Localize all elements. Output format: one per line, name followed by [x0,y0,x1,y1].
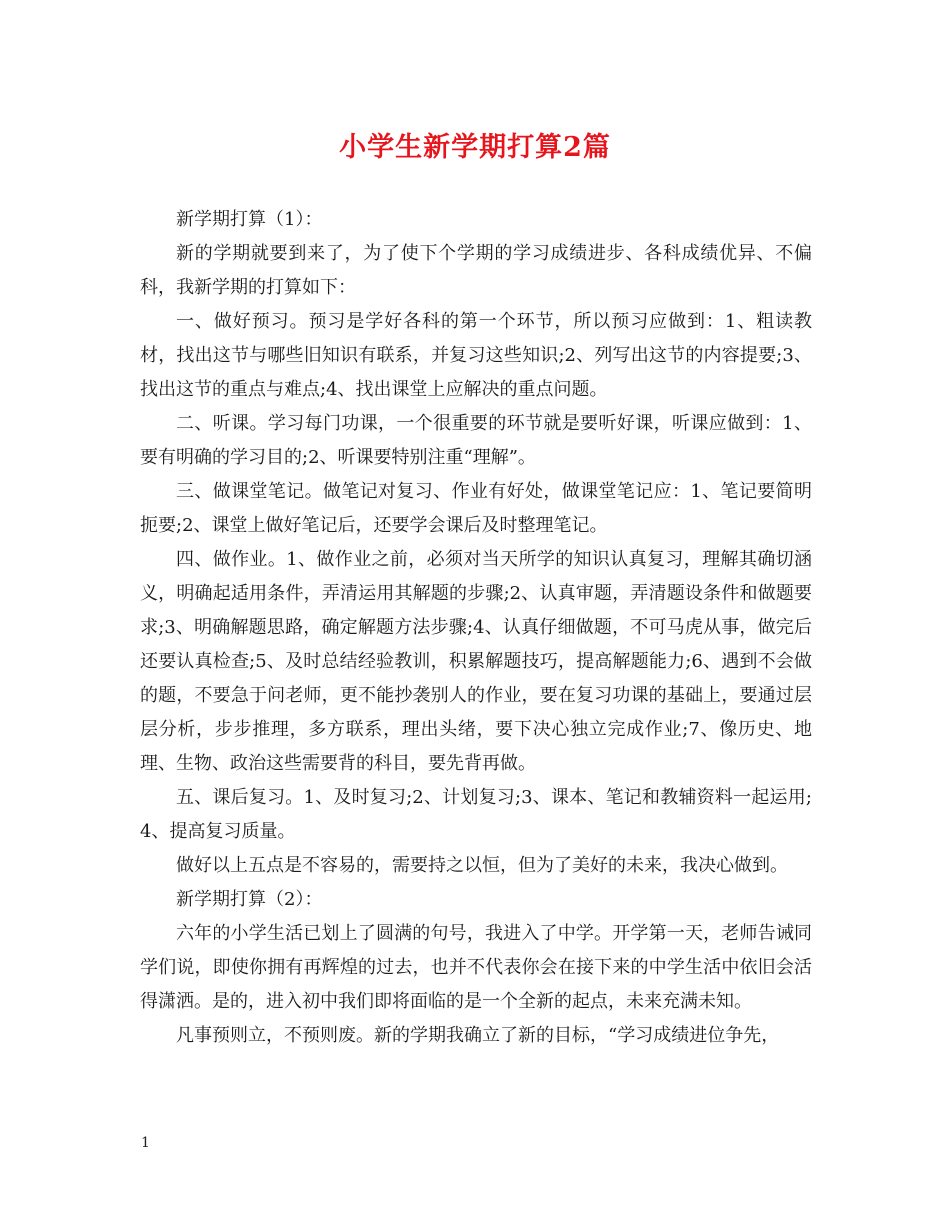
document-title: 小学生新学期打算2篇 [339,132,611,163]
paragraph-notes: 三、做课堂笔记。做笔记对复习、作业有好处，做课堂笔记应：1、笔记要简明扼要;2、课堂上做好笔记后，还要学会课后及时整理笔记。 [140,481,812,536]
paragraph-review: 五、课后复习。1、及时复习;2、计划复习;3、课本、笔记和教辅资料一起运用;4、提高复习质量。 [140,787,812,842]
paragraph-resolve: 做好以上五点是不容易的，需要持之以恒，但为了美好的未来，我决心做到。 [176,855,788,876]
document-body [140,203,812,1053]
page-number: 1 [141,1135,150,1151]
paragraph-goals: 凡事预则立，不预则废。新的学期我确立了新的目标，“学习成绩进位争先， [176,1025,780,1046]
paragraph-preview: 一、做好预习。预习是学好各科的第一个环节，所以预习应做到：1、粗读教材，找出这节与哪些旧知识有联系，并复习这些知识;2、列写出这节的内容提要;3、找出这节的重点与难点;4、找出课堂上应解决的重点问题。 [140,311,812,400]
paragraph-intro: 新的学期就要到来了，为了使下个学期的学习成绩进步、各科成绩优异、不偏科，我新学期的打算如下： [140,243,812,298]
paragraph-homework: 四、做作业。1、做作业之前，必须对当天所学的知识认真复习，理解其确切涵义，明确起适用条件，弄清运用其解题的步骤;2、认真审题，弄清题设条件和做题要求;3、明确解题思路，确定解题方法步骤;4、认真仔细做题，不可马虎从事，做完后还要认真检查;5、及时总结经验教训，积累解题技巧，提高解题能力;6、遇到不会做的题，不要急于问老师，更不能抄袭别人的作业，要在复习功课的基础上，要通过层层分析，步步推理，多方联系，理出头绪，要下决心独立完成作业;7、像历史、地理、生物、政治这些需要背的科目，要先背再做。 [140,549,812,774]
paragraph-plan-1-heading: 新学期打算（1）： [176,209,323,230]
paragraph-listening: 二、听课。学习每门功课，一个很重要的环节就是要听好课，听课应做到：1、要有明确的学习目的;2、听课要特别注重“理解”。 [140,413,812,468]
paragraph-middle-school: 六年的小学生活已划上了圆满的句号，我进入了中学。开学第一天，老师告诫同学们说，即使你拥有再辉煌的过去，也并不代表你会在接下来的中学生活中依旧会活得潇洒。是的，进入初中我们即将面临的是一个全新的起点，未来充满未知。 [140,923,812,1012]
paragraph-plan-2-heading: 新学期打算（2）： [176,889,323,910]
